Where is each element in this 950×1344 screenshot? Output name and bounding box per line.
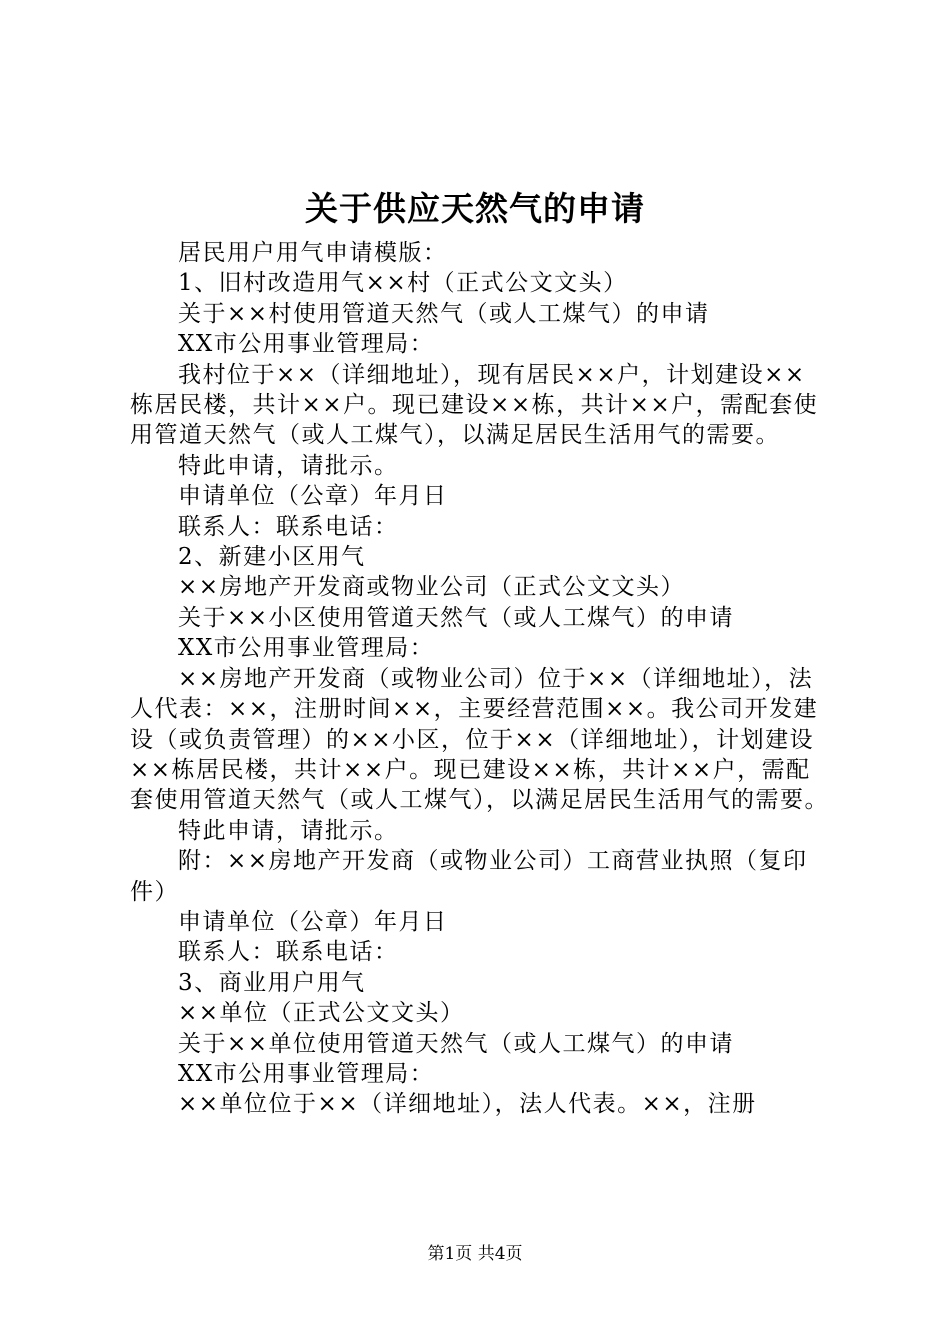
paragraph: 附：××房地产开发商（或物业公司）工商营业执照（复印件） <box>130 848 808 905</box>
section-heading: 1、旧村改造用气××村（正式公文文头） <box>178 270 628 297</box>
paragraph: 关于××村使用管道天然气（或人工煤气）的申请 <box>178 300 710 327</box>
paragraph: 申请单位（公章）年月日 <box>178 483 448 510</box>
paragraph: 联系人：联系电话： <box>178 939 399 966</box>
paragraph: 特此申请，请批示。 <box>178 452 399 479</box>
paragraph: 我村位于××（详细地址），现有居民××户，计划建设××栋居民楼，共计××户。现已建设××栋，共计××户，需配套使用管道天然气（或人工煤气），以满足居民生活用气的需要。 <box>130 361 819 449</box>
paragraph: ××房地产开发商或物业公司（正式公文文头） <box>178 574 686 601</box>
paragraph: ××单位位于××（详细地址），法人代表。××，注册 <box>178 1091 757 1118</box>
section-heading: 3、商业用户用气 <box>178 969 366 996</box>
document-body <box>130 238 830 1120</box>
addressee: XX市公用事业管理局： <box>178 331 435 358</box>
page-footer: 第1页 共4页 <box>427 1244 523 1264</box>
addressee: XX市公用事业管理局： <box>178 635 435 662</box>
paragraph: 申请单位（公章）年月日 <box>178 908 448 935</box>
paragraph: ××单位（正式公文文头） <box>178 1000 465 1027</box>
paragraph: 关于××单位使用管道天然气（或人工煤气）的申请 <box>178 1030 735 1057</box>
paragraph: ××房地产开发商（或物业公司）位于××（详细地址），法人代表：××，注册时间××，主要经营范围××。我公司开发建设（或负责管理）的××小区，位于××（详细地址），计划建设××栋居民楼，共计××户。现已建设××栋，共计××户，需配套使用管道天然气（或人工煤气），以满足居民生活用气的需要。 <box>130 665 829 814</box>
paragraph: 居民用户用气申请模版： <box>178 240 448 266</box>
addressee: XX市公用事业管理局： <box>178 1060 435 1087</box>
paragraph: 关于××小区使用管道天然气（或人工煤气）的申请 <box>178 604 735 631</box>
paragraph: 联系人：联系电话： <box>178 513 399 540</box>
section-heading: 2、新建小区用气 <box>178 544 366 571</box>
paragraph: 特此申请，请批示。 <box>178 817 399 844</box>
document-title: 关于供应天然气的申请 <box>305 189 645 228</box>
